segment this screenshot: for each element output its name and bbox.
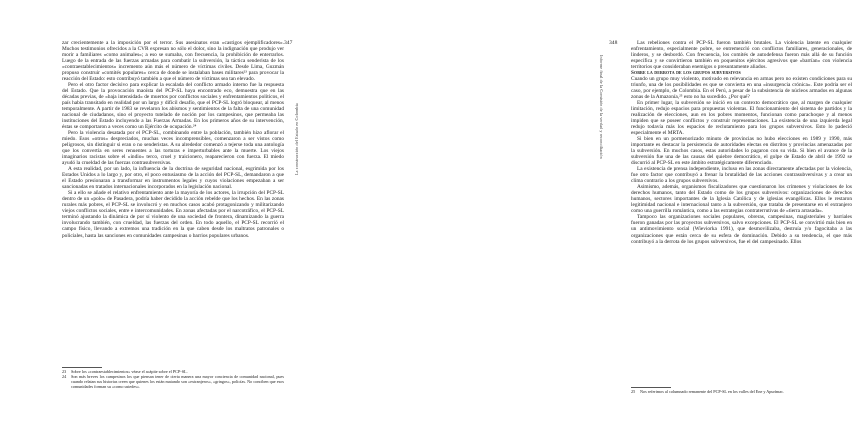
footnote-number: 23 [62,369,67,374]
body-paragraph: Cuando un grupo muy violento, motivado en relevancia en armas pero no existen condiciones para su triunfo, una de los posibilidades es que se convierta en una «insurgencia crónica». Este podría ser el caso, por ejemplo, de Colombia. En el Perú, a pesar de la subsistencia de núcleos armados en algunas zonas de la Amazonía,²⁵ esto no ha sucedido. ¿Por qué? [631,76,852,101]
body-paragraph: La existencia de prensa independiente, incluso en las zonas directamente afectadas por la violencia, fue otro factor que contribuyó a frenar la brutalidad de las acciones contrasubversivas y a crear un clima contrario a los grupos subversivos. [631,166,852,185]
footnote-text: Nos referimos al columnado remanente del PCP-SL en los valles del Ene y Apurímac. [640,389,785,394]
body-paragraph: zar crecientemente a la imposición por el terror. Sus asesinatos eran «castigos ejemplificadores». Muchos testimonios ofrecidos a la CVR expresan no sólo el dolor, sino la indignación que produjo ver morir a familiares «como animales»; a eso se sumaba, con frecuencia, la prohibición de enterrarlos. Luego de la entrada de las fuerzas armadas para combatir la subversión, la táctica senderista de los «contraestablecimientos» incremento aún más el número de víctimas civiles. Desde Lima, Guzmán propuso construir «comités populares» cerca de donde se instalaban bases militares²³ para provocar la reacción del Estado: esto contribuyó también a que el número de víctimas sea tan elevado. [62,40,284,83]
body-paragraph: Si a ello se añade el relativo enfrentamiento ante la mayoría de los actores, la irrupción del PCP-SL dentro de un «polo» de Pasadera, podría haber decidido la acción rebelde que los hechos. En las zonas rurales más pobres, el PCP-SL se involucró y en muchos casos acabó protagonizando y militarizando viejos conflictos sociales, entre e intercomunidades. En zonas afectadas por el narcotráfico, el PCP-SL terminó ajustando la dinámica de por sí violento de una sociedad de frontera, dinamizando la guerra involucrando también, con crueldad, las fuerzas del orden. En todo aquello, el PCP-SL recorrió el campo físico, llevando a extremos una tradición en la que caben desde los maltratos patronales o policiales, hasta las sanciones en comunidades campesinas o barrios populares urbanos. [62,190,284,239]
body-paragraph: Pero el otro factor decisivo para explicar la escalada del conflicto armado interno fue la respuesta del Estado. Que la provocación maoísta del PCP-SL haya encontrado eco, demuestra que en las décadas previas, de «baja intensidad» de muertos por conflictos sociales y enfrentamientos políticos, el país había transitado en realidad por un largo y difícil desafío, que el PCP-SL logró bloquear, al menos temporalmente. A partir de 1983 se revelaron los abismos y sentimientos de la falta de una comunidad nacional de ciudadanos, sino el proyecto tutelado de noción por los campesinos, que permeaba las instituciones del Estado incluyendo a las Fuerzas Armadas. En los primeros años de su intervención, éstas se comportaron a veces como un Ejército de ocupación.²⁴ [62,82,284,131]
body-paragraph: Si bien en un pormenorizado minuto de provincias no hubo elecciones en 1989 y 1990, más importante es destacar la persistencia de autoridades electas en distritos y provincias amenazadas por la subversión. En muchos casos, estas autoridades lo pagaron con su vida. Si bien el avance de la subversión fue una de las causas del quiebre democrático, el golpe de Estado de abril de 1992 se discurrió al PCP-SL en este ámbito estratégicamente diferenciado. [631,136,852,167]
body-paragraph: Pero la violencia desatada por el PCP-SL, combinando entre la población, también hizo aflorar el miedo. Esos «otros» despreciados, muchas veces incomprensibles, comenzaron a ser vistos como peligrosos, sin distinguir si eran o no senderistas. A su alrededor comenzó a tejerse toda una antología que los convertía en seres renuentes a las torturas e imperturbables ante la muerte. Los viejos imaginarios racistas sobre el «indio» terco, cruel y traicionero, reaparecieron con fuerza. El miedo ayudó la crueldad de las fuerzas contrasubversivas. [62,130,284,167]
footnote-rule [62,367,102,368]
footnotes-right [631,390,852,395]
footnote-text: Sobre los «contraestablecimientos» véase el acápite sobre el PCP-SL. [71,369,188,374]
footnote [631,390,852,395]
body-paragraph: A esta realidad, por un lado, la influencia de la doctrina de seguridad nacional, esgrimida por los Estados Unidos a lo largo y, por otro, el poco entusiasmo de la acción del PCP-SL, demandaron a que el Estado presionaran a transformar en instrumentos legales y cuyos violaciones empezaban a ser sancionadas en tratados internacionales incorporados en la legislación nacional. [62,166,284,191]
running-head: La construcción del Estado en Colombia [294,103,299,175]
left-body-text [62,40,284,239]
body-paragraph: Tampoco las organizaciones sociales populares, obreras, campesinas, magisteriales y barriales fueron ganadas por las proyectos subversivos, salvo excepciones. El PCP-SL se convirtió más bien en un antimovimiento social (Wieviorka 1991), que desmovilizaba, destruía y/o fagocitaba a las organizaciones que están cerca de su esfera de dominación. Debido a su tendencia, el que más contribuyó a la derrota de los grupos subversivos, fue el del campesinado. Ellos [631,214,852,245]
footnote-text: Son más breves los campesinos los que piensan tener de cierta manera una mayor conciencia de comunidad nacional, pues cuando relatan sus historias creen que quienes los están matando son «extranjeros», «gringos», policías. No conciben que esos comunidades forman su «como ustedes». [71,374,284,390]
footnote-number: 24 [62,374,67,380]
right-page [300,0,852,431]
body-paragraph: Las rebeliones contra el PCP-SL fueron también brutales. La violencia latente en cualquier enfrentamiento, especialmente pobre, se entremezcló con conflictos familiares, generacionales, de linderos, y se desbordó. Con frecuencia, los comités de autodefensa fueron más allá de su función específica y se convirtieron también en poquenitos ejércitos agresivos que «barrían» con violencia territorios que consideraban enemigos o presuntamente aliados. [631,40,852,71]
page-number: 348 [609,40,618,46]
left-page [0,0,300,431]
body-paragraph: En primer lugar, la subversión se inició en un contexto democrático que, al margen de cualquier limitación, redujo espacios para propuestas violentas. El funcionamiento del sistema de partidos y la realización de elecciones, aun en los pobres momentos, funcionan como parachoque y al menos impiden que se poseer conflictos y construir representaciones. La existencia de una izquierda legal redujo todavía más los espacios de reclutamiento para los grupos subversivos. Esto lo padeció especialmente el MRTA. [631,100,852,137]
footnote-rule [631,387,671,388]
footnote-number: 25 [631,389,636,394]
section-heading: Sobre la derrota de los grupos subversivos [631,70,741,77]
footnote [62,375,284,390]
right-body-text [631,40,852,245]
running-head: Informe final de la Comisión de la verdad y reconciliación [599,55,604,159]
body-paragraph: Asimismo, además, organismos fiscalizadores que cuestionaron los crímenes y violaciones de los derechos humanos, tanto del Estado como de los grupos subversivos: organizaciones de derechos humanos, sectores importantes de la Iglesia Católica y de iglesias evangélicas. Ellos le restaron legitimidad nacional e internacional tanto a la subversión, que trataba de presentarse en el extranjero como una guerrilla romántica, como a las estrategias contraterrutivas de «tierra arrasada». [631,184,852,215]
page-number: 347 [284,40,293,46]
footnotes-left [62,370,284,391]
